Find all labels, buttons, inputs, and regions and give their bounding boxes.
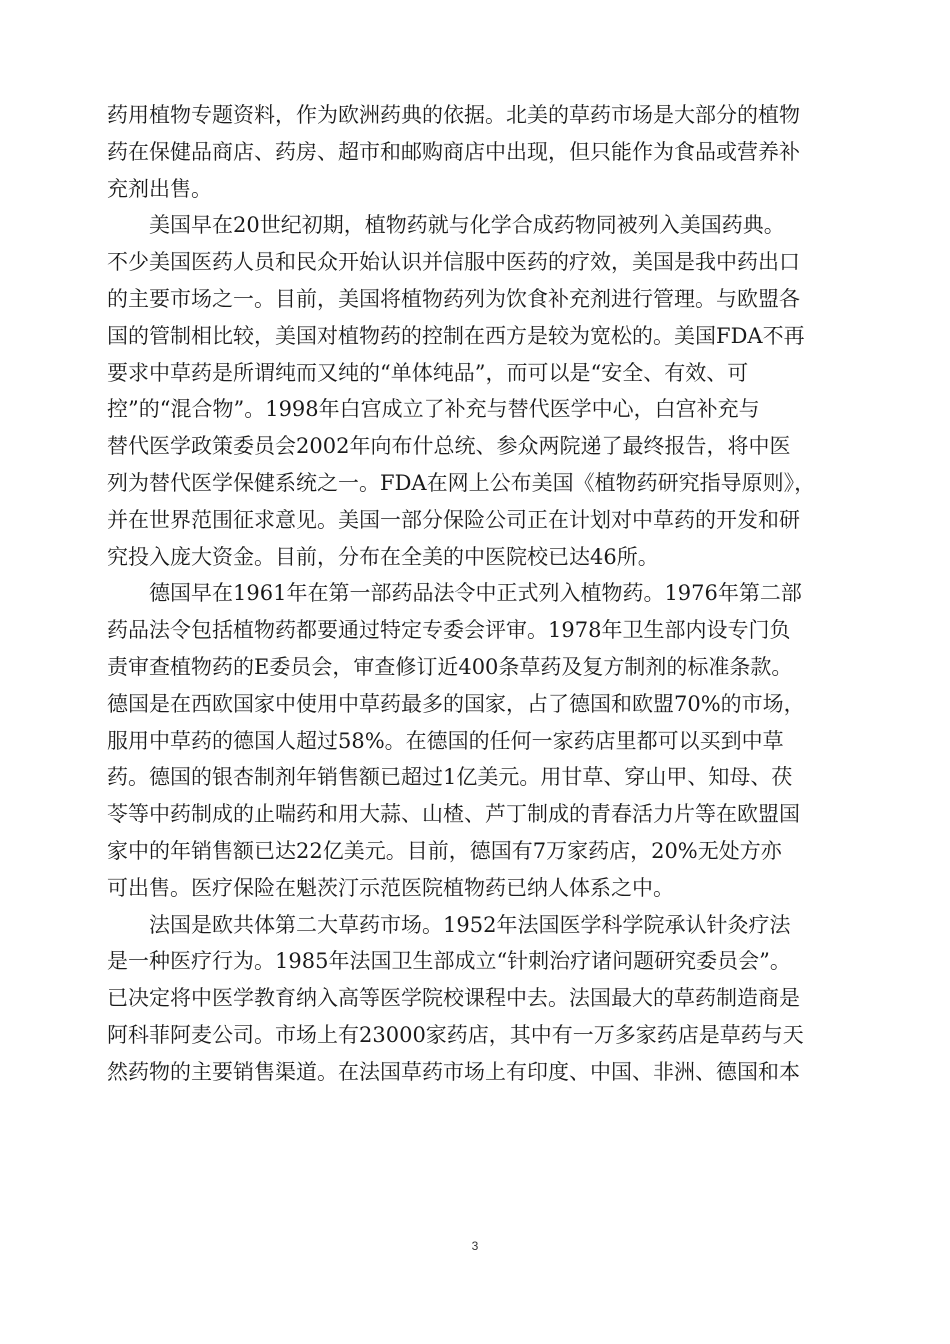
text-line: 不少美国医药人员和民众开始认识并信服中医药的疗效，美国是我中药出口 <box>107 250 800 275</box>
text-line: 药在保健品商店、药房、超市和邮购商店中出现，但只能作为食品或营养补 <box>107 139 800 164</box>
text-line: 药。德国的银杏制剂年销售额已超过1亿美元。用甘草、穿山甲、知母、茯 <box>107 765 793 790</box>
text-line: 国的管制相比较，美国对植物药的控制在西方是较为宽松的。美国FDA不再 <box>107 323 805 348</box>
text-line: 究投入庞大资金。目前，分布在全美的中医院校已达46所。 <box>107 544 659 569</box>
text-line: 的主要市场之一。目前，美国将植物药列为饮食补充剂进行管理。与欧盟各 <box>107 286 800 311</box>
text-line: 药品法令包括植物药都要通过特定专委会评审。1978年卫生部内设专门负 <box>107 618 791 643</box>
text-line: 德国是在西欧国家中使用中草药最多的国家，占了德国和欧盟70%的市场， <box>107 691 805 716</box>
text-line: 阿科菲阿麦公司。市场上有23000家药店，其中有一万多家药店是草药与天 <box>107 1022 804 1047</box>
text-line: 德国早在1961年在第一部药品法令中正式列入植物药。1976年第二部 <box>149 581 802 606</box>
text-line: 责审查植物药的E委员会，审查修订近400条草药及复方制剂的标准条款。 <box>107 654 793 679</box>
text-line: 控”的“混合物”。1998年白宫成立了补充与替代医学中心，白宫补充与 <box>107 397 760 422</box>
paragraph-1 <box>107 97 850 207</box>
text-line: 美国早在20世纪初期，植物药就与化学合成药物同被列入美国药典。 <box>149 213 785 238</box>
text-line: 列为替代医学保健系统之一。FDA在网上公布美国《植物药研究指导原则》， <box>107 470 816 495</box>
text-line: 充剂出售。 <box>107 176 212 201</box>
text-line: 并在世界范围征求意见。美国一部分保险公司正在计划对中草药的开发和研 <box>107 507 800 532</box>
text-line: 替代医学政策委员会2002年向布什总统、参众两院递了最终报告，将中医 <box>107 434 791 459</box>
text-line: 要求中草药是所谓纯而又纯的“单体纯品”，而可以是“安全、有效、可 <box>107 360 749 385</box>
text-line: 已决定将中医学教育纳入高等医学院校课程中去。法国最大的草药制造商是 <box>107 986 800 1011</box>
paragraph-4 <box>107 907 850 1091</box>
body-text <box>107 97 850 1091</box>
paragraph-3 <box>107 575 850 906</box>
text-line: 服用中草药的德国人超过58%。在德国的任何一家药店里都可以买到中草 <box>107 728 784 753</box>
text-line: 是一种医疗行为。1985年法国卫生部成立“针刺治疗诸问题研究委员会”。 <box>107 949 791 974</box>
text-line: 药用植物专题资料，作为欧洲药典的依据。北美的草药市场是大部分的植物 <box>107 103 800 127</box>
text-line: 可出售。医疗保险在魁茨汀示范医院植物药已纳人体系之中。 <box>107 875 674 900</box>
text-line: 家中的年销售额已达22亿美元。目前，德国有7万家药店，20%无处方亦 <box>107 838 782 863</box>
text-line: 法国是欧共体第二大草药市场。1952年法国医学科学院承认针灸疗法 <box>149 912 791 937</box>
page-number: 3 <box>471 1239 479 1253</box>
text-line: 然药物的主要销售渠道。在法国草药市场上有印度、中国、非洲、德国和本 <box>107 1059 800 1084</box>
paragraph-2 <box>107 207 850 575</box>
text-line: 苓等中药制成的止喘药和用大蒜、山楂、芦丁制成的青春活力片等在欧盟国 <box>107 802 800 827</box>
